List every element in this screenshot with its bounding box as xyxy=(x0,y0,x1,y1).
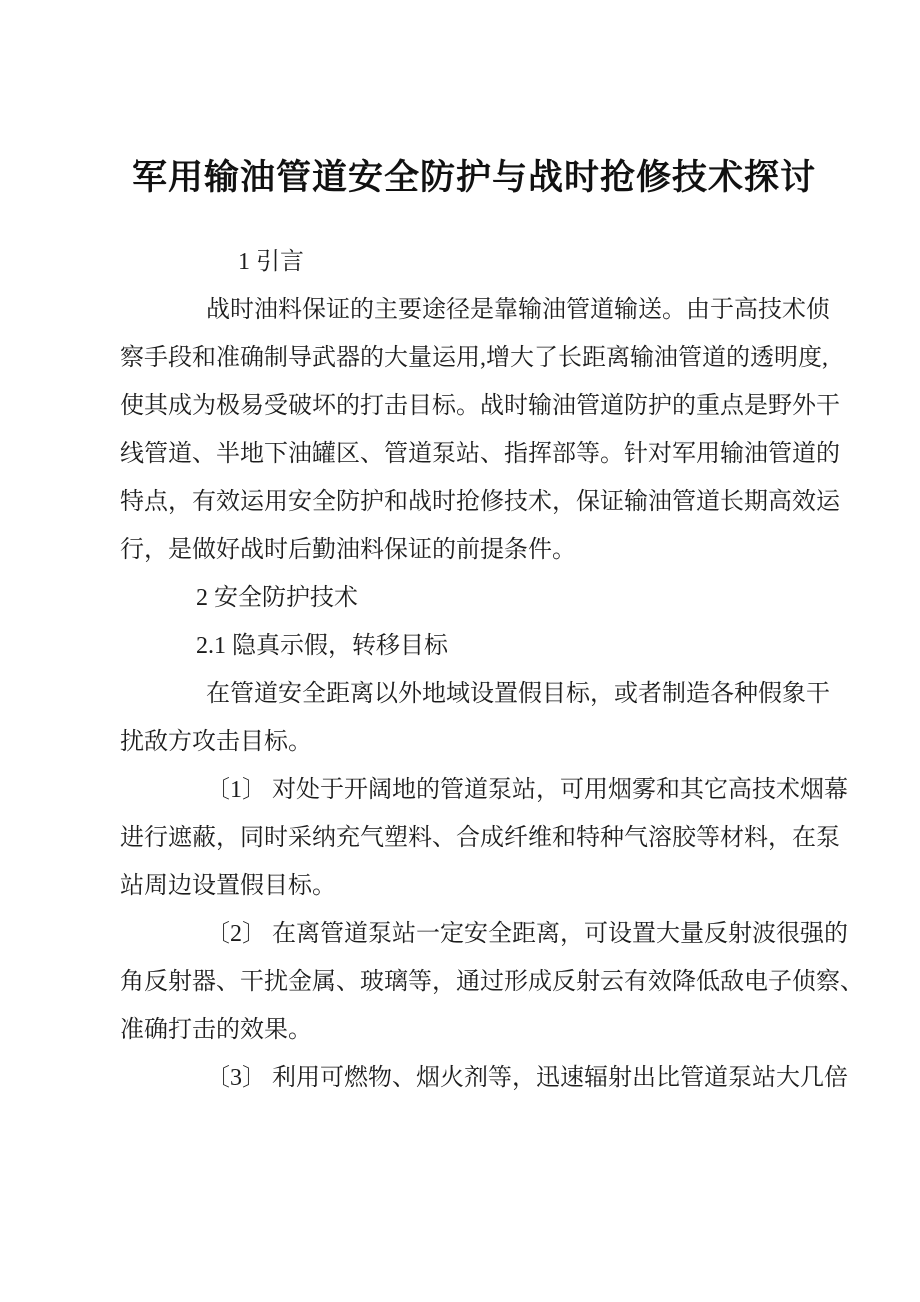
p4-line-3: 准确打击的效果。 xyxy=(120,1017,312,1043)
p1-line-5: 特点，有效运用安全防护和战时抢修技术，保证输油管道长期高效运 xyxy=(120,489,840,515)
document-body xyxy=(120,238,864,1102)
p3-line-2: 进行遮蔽，同时采纳充气塑料、合成纤维和特种气溶胶等材料，在泵 xyxy=(120,825,840,851)
p2-line-1: 在管道安全距离以外地域设置假目标，或者制造各种假象干 xyxy=(206,681,830,707)
document-title: 军用输油管道安全防护与战时抢修技术探讨 xyxy=(131,158,816,197)
p1-line-2: 察手段和准确制导武器的大量运用,增大了长距离输油管道的透明度, xyxy=(120,345,828,371)
p4-line-2: 角反射器、干扰金属、玻璃等，通过形成反射云有效降低敌电子侦察、 xyxy=(120,969,864,995)
p3-line-3: 站周边设置假目标。 xyxy=(120,873,336,899)
p2-line-2: 扰敌方攻击目标。 xyxy=(120,729,312,755)
p1-line-3: 使其成为极易受破坏的打击目标。战时输油管道防护的重点是野外干 xyxy=(120,393,840,419)
p3-line-1: 〔1〕 对处于开阔地的管道泵站，可用烟雾和其它高技术烟幕 xyxy=(206,777,848,803)
p1-line-6: 行，是做好战时后勤油料保证的前提条件。 xyxy=(120,537,576,563)
heading-section2-1: 2.1 隐真示假，转移目标 xyxy=(196,633,448,659)
p1-line-1: 战时油料保证的主要途径是靠输油管道输送。由于高技术侦 xyxy=(206,297,830,323)
heading-section2: 2 安全防护技术 xyxy=(196,585,358,611)
p4-line-1: 〔2〕 在离管道泵站一定安全距离，可设置大量反射波很强的 xyxy=(206,921,848,947)
p1-line-4: 线管道、半地下油罐区、管道泵站、指挥部等。针对军用输油管道的 xyxy=(120,441,840,467)
p5-line-1: 〔3〕 利用可燃物、烟火剂等，迅速辐射出比管道泵站大几倍 xyxy=(206,1065,848,1091)
heading-intro: 1 引言 xyxy=(238,249,304,275)
